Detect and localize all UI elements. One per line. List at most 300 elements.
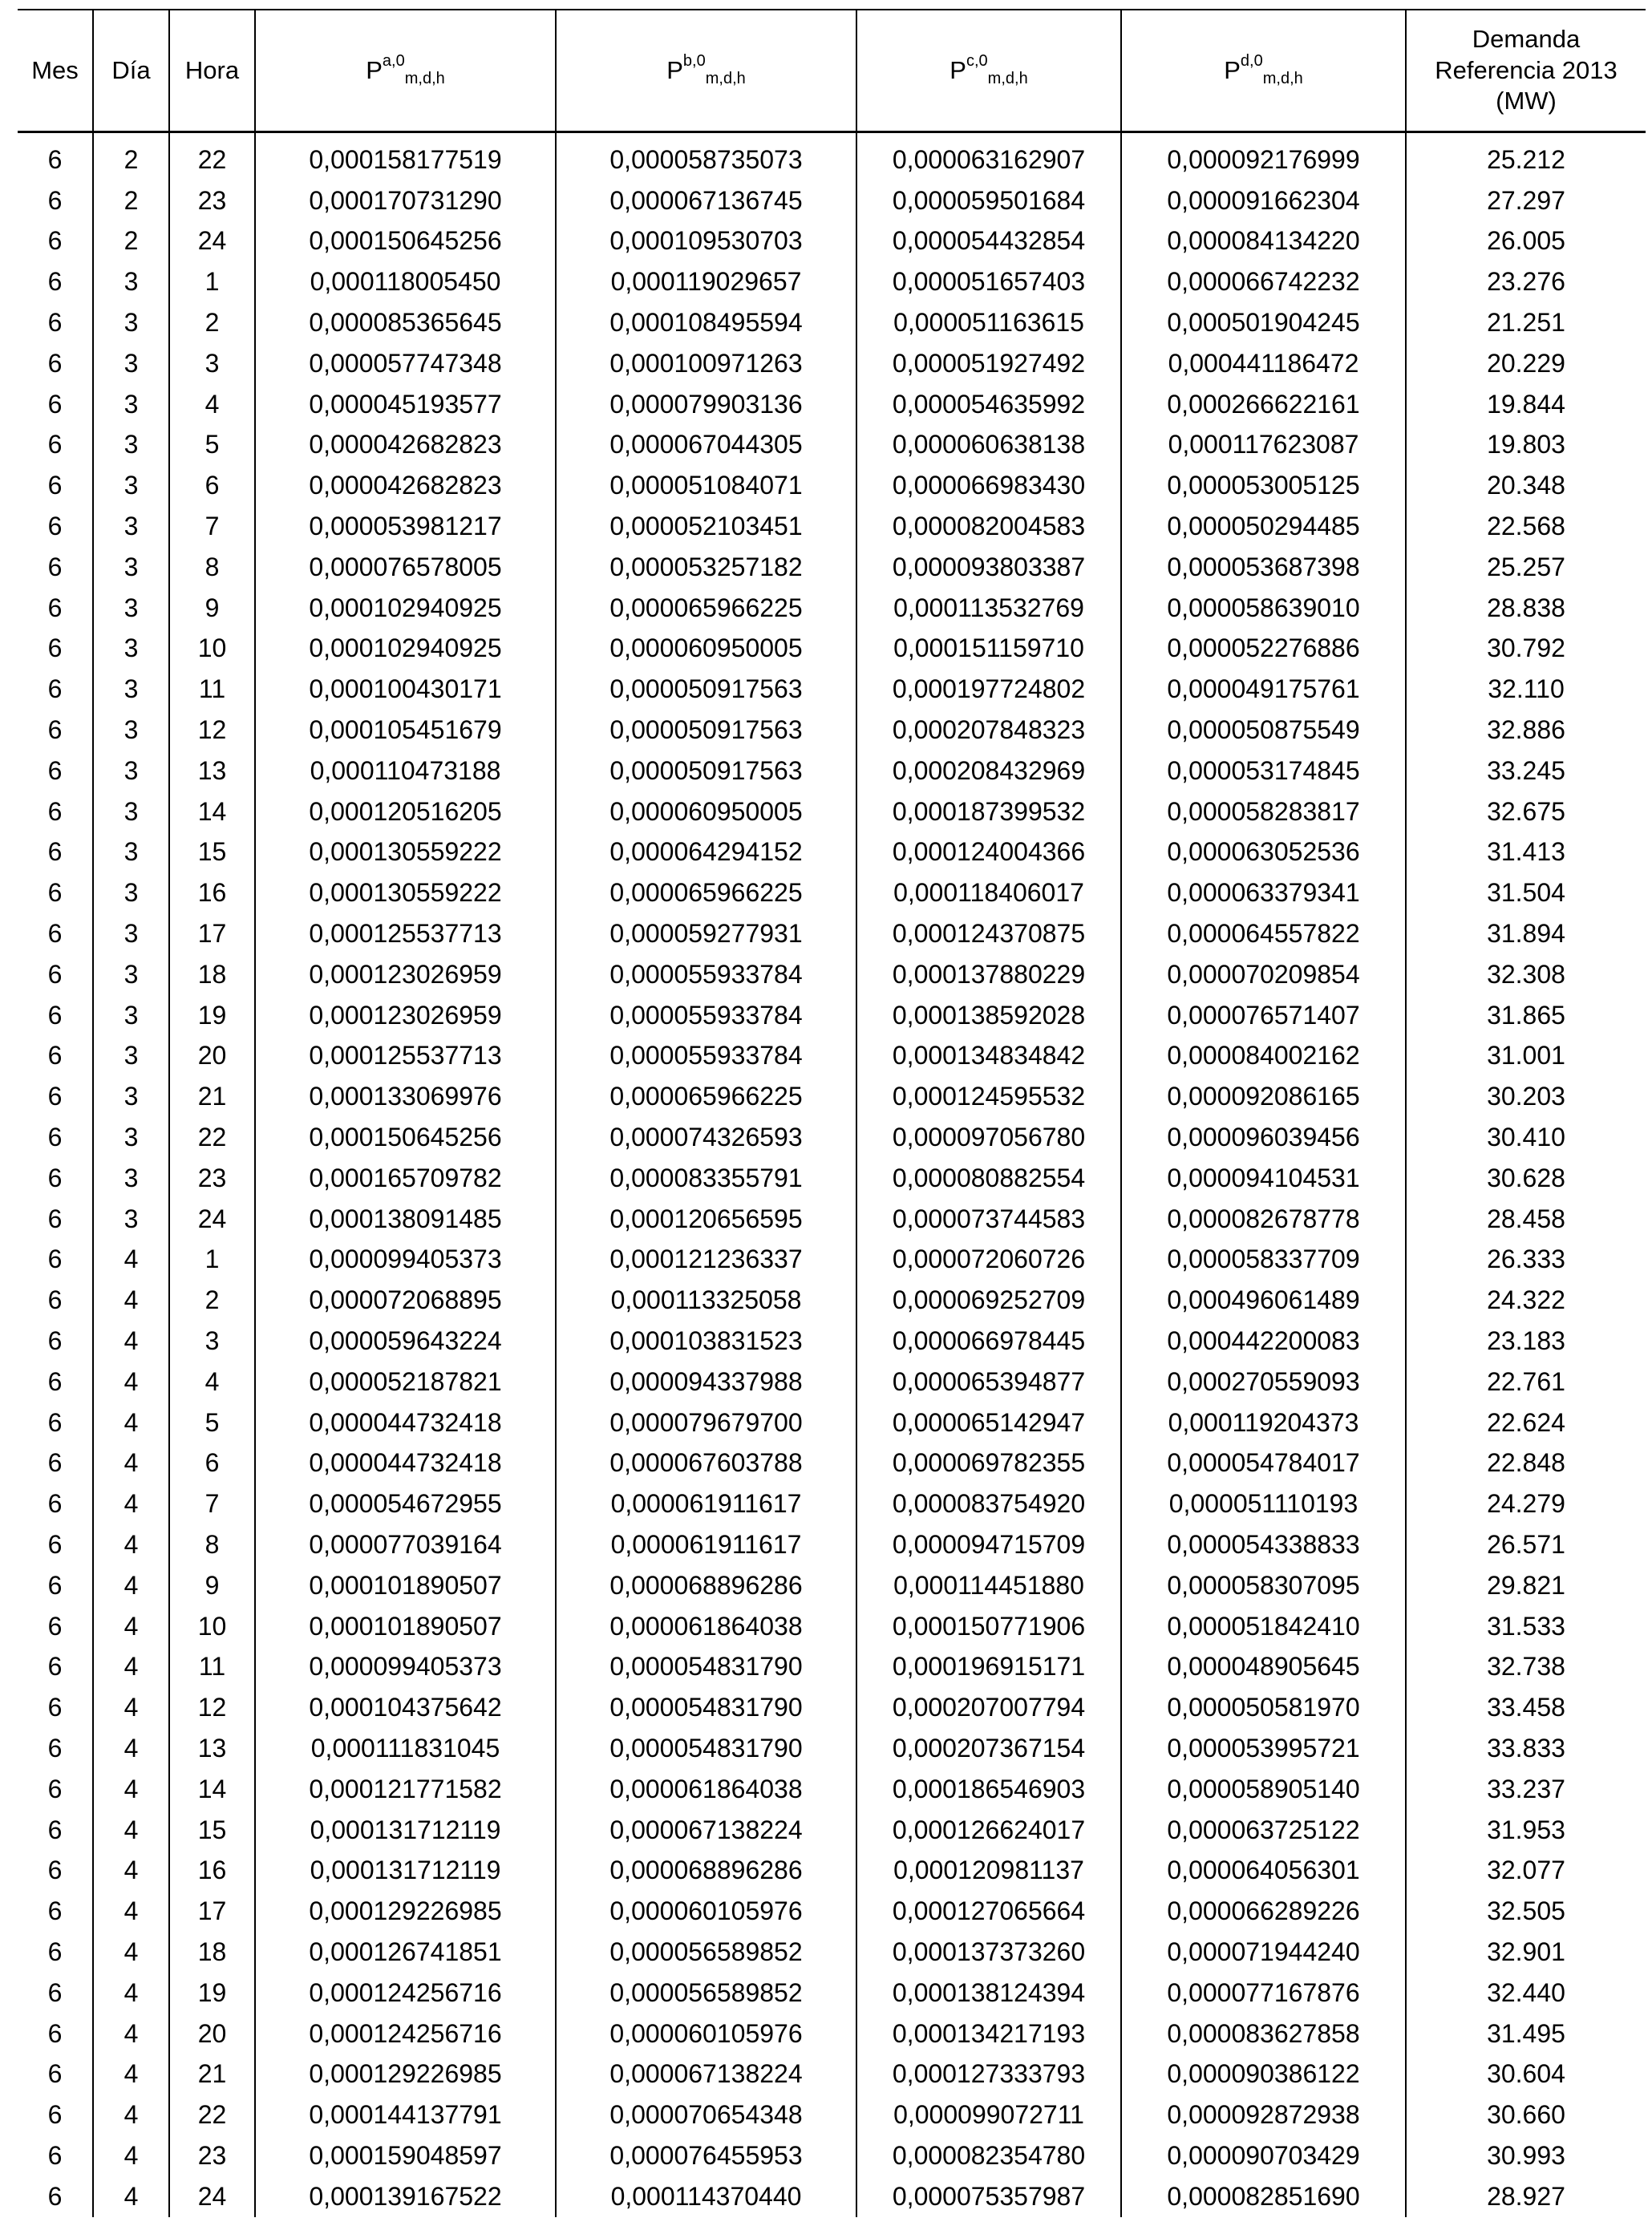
cell-pc: 0,000150771906 bbox=[856, 1606, 1121, 1647]
cell-mes: 6 bbox=[18, 547, 93, 588]
cell-dia: 3 bbox=[93, 629, 169, 670]
cell-pa: 0,000101890507 bbox=[255, 1565, 556, 1606]
cell-hora: 4 bbox=[169, 384, 255, 425]
cell-pd: 0,000064056301 bbox=[1121, 1850, 1406, 1891]
cell-pd: 0,000092872938 bbox=[1121, 2094, 1406, 2135]
col-header-dia: Día bbox=[93, 10, 169, 132]
cell-dia: 4 bbox=[93, 1321, 169, 1362]
cell-dia: 4 bbox=[93, 2054, 169, 2094]
cell-mes: 6 bbox=[18, 2014, 93, 2054]
cell-dia: 4 bbox=[93, 1769, 169, 1810]
cell-pc: 0,000124595532 bbox=[856, 1076, 1121, 1117]
cell-demanda: 24.322 bbox=[1406, 1280, 1646, 1321]
table-row bbox=[18, 1036, 1646, 1077]
cell-pd: 0,000053174845 bbox=[1121, 751, 1406, 791]
cell-mes: 6 bbox=[18, 2176, 93, 2217]
table-row bbox=[18, 506, 1646, 547]
cell-pa: 0,000102940925 bbox=[255, 629, 556, 670]
cell-pb: 0,000109530703 bbox=[556, 221, 856, 262]
cell-pd: 0,000091662304 bbox=[1121, 180, 1406, 221]
table-row bbox=[18, 1606, 1646, 1647]
cell-pa: 0,000099405373 bbox=[255, 1240, 556, 1281]
cell-mes: 6 bbox=[18, 1646, 93, 1687]
cell-pd: 0,000084134220 bbox=[1121, 221, 1406, 262]
cell-pc: 0,000054635992 bbox=[856, 384, 1121, 425]
cell-demanda: 30.203 bbox=[1406, 1076, 1646, 1117]
cell-pb: 0,000051084071 bbox=[556, 465, 856, 506]
cell-dia: 4 bbox=[93, 1280, 169, 1321]
demand-table bbox=[18, 9, 1646, 2217]
cell-hora: 3 bbox=[169, 1321, 255, 1362]
cell-pb: 0,000064294152 bbox=[556, 832, 856, 873]
cell-hora: 17 bbox=[169, 913, 255, 954]
cell-pb: 0,000065966225 bbox=[556, 872, 856, 913]
cell-demanda: 31.865 bbox=[1406, 995, 1646, 1036]
cell-dia: 3 bbox=[93, 872, 169, 913]
cell-pb: 0,000061864038 bbox=[556, 1769, 856, 1810]
cell-demanda: 31.001 bbox=[1406, 1036, 1646, 1077]
cell-demanda: 19.844 bbox=[1406, 384, 1646, 425]
cell-demanda: 25.212 bbox=[1406, 140, 1646, 180]
table-row bbox=[18, 343, 1646, 384]
cell-hora: 6 bbox=[169, 465, 255, 506]
cell-pd: 0,000501904245 bbox=[1121, 302, 1406, 343]
cell-hora: 19 bbox=[169, 995, 255, 1036]
cell-pb: 0,000056589852 bbox=[556, 1932, 856, 1973]
table-row bbox=[18, 2054, 1646, 2094]
cell-demanda: 32.901 bbox=[1406, 1932, 1646, 1973]
cell-pc: 0,000060638138 bbox=[856, 425, 1121, 466]
cell-mes: 6 bbox=[18, 1362, 93, 1402]
table-row bbox=[18, 1483, 1646, 1524]
cell-pc: 0,000207367154 bbox=[856, 1728, 1121, 1769]
cell-mes: 6 bbox=[18, 1199, 93, 1240]
cell-demanda: 20.229 bbox=[1406, 343, 1646, 384]
cell-demanda: 25.257 bbox=[1406, 547, 1646, 588]
table-row bbox=[18, 1646, 1646, 1687]
table-row bbox=[18, 1769, 1646, 1810]
table-row bbox=[18, 1199, 1646, 1240]
cell-pb: 0,000067138224 bbox=[556, 2054, 856, 2094]
table-row bbox=[18, 1402, 1646, 1443]
cell-demanda: 32.308 bbox=[1406, 954, 1646, 995]
cell-pb: 0,000083355791 bbox=[556, 1158, 856, 1199]
cell-demanda: 30.993 bbox=[1406, 2135, 1646, 2176]
cell-pb: 0,000053257182 bbox=[556, 547, 856, 588]
table-row bbox=[18, 465, 1646, 506]
cell-hora: 18 bbox=[169, 954, 255, 995]
cell-mes: 6 bbox=[18, 588, 93, 629]
cell-pc: 0,000097056780 bbox=[856, 1117, 1121, 1158]
cell-pc: 0,000069782355 bbox=[856, 1443, 1121, 1484]
cell-demanda: 22.568 bbox=[1406, 506, 1646, 547]
cell-demanda: 31.533 bbox=[1406, 1606, 1646, 1647]
cell-demanda: 21.251 bbox=[1406, 302, 1646, 343]
cell-hora: 8 bbox=[169, 1524, 255, 1565]
cell-dia: 4 bbox=[93, 2135, 169, 2176]
cell-dia: 4 bbox=[93, 1524, 169, 1565]
cell-demanda: 31.504 bbox=[1406, 872, 1646, 913]
cell-pc: 0,000138592028 bbox=[856, 995, 1121, 1036]
cell-hora: 17 bbox=[169, 1891, 255, 1932]
cell-demanda: 26.005 bbox=[1406, 221, 1646, 262]
cell-demanda: 30.628 bbox=[1406, 1158, 1646, 1199]
cell-pd: 0,000063052536 bbox=[1121, 832, 1406, 873]
cell-pc: 0,000093803387 bbox=[856, 547, 1121, 588]
cell-pc: 0,000072060726 bbox=[856, 1240, 1121, 1281]
cell-pd: 0,000058307095 bbox=[1121, 1565, 1406, 1606]
cell-demanda: 32.440 bbox=[1406, 1973, 1646, 2014]
cell-pc: 0,000094715709 bbox=[856, 1524, 1121, 1565]
table-header bbox=[18, 10, 1646, 132]
cell-hora: 8 bbox=[169, 547, 255, 588]
cell-pb: 0,000050917563 bbox=[556, 710, 856, 751]
cell-pd: 0,000090386122 bbox=[1121, 2054, 1406, 2094]
cell-hora: 14 bbox=[169, 791, 255, 832]
cell-pd: 0,000270559093 bbox=[1121, 1362, 1406, 1402]
cell-pb: 0,000055933784 bbox=[556, 954, 856, 995]
cell-hora: 7 bbox=[169, 1483, 255, 1524]
cell-pd: 0,000071944240 bbox=[1121, 1932, 1406, 1973]
cell-pc: 0,000124004366 bbox=[856, 832, 1121, 873]
cell-mes: 6 bbox=[18, 1524, 93, 1565]
cell-pa: 0,000159048597 bbox=[255, 2135, 556, 2176]
cell-hora: 20 bbox=[169, 2014, 255, 2054]
cell-pb: 0,000065966225 bbox=[556, 1076, 856, 1117]
cell-pc: 0,000208432969 bbox=[856, 751, 1121, 791]
cell-pb: 0,000060950005 bbox=[556, 629, 856, 670]
cell-dia: 4 bbox=[93, 1850, 169, 1891]
cell-pa: 0,000123026959 bbox=[255, 995, 556, 1036]
cell-pa: 0,000042682823 bbox=[255, 425, 556, 466]
cell-pb: 0,000119029657 bbox=[556, 261, 856, 302]
cell-pb: 0,000061864038 bbox=[556, 1606, 856, 1647]
cell-pd: 0,000090703429 bbox=[1121, 2135, 1406, 2176]
cell-dia: 4 bbox=[93, 1606, 169, 1647]
cell-pc: 0,000120981137 bbox=[856, 1850, 1121, 1891]
cell-dia: 3 bbox=[93, 1199, 169, 1240]
cell-pa: 0,000170731290 bbox=[255, 180, 556, 221]
data-table-sheet bbox=[18, 9, 1646, 2217]
cell-pb: 0,000094337988 bbox=[556, 1362, 856, 1402]
cell-pd: 0,000066742232 bbox=[1121, 261, 1406, 302]
cell-pa: 0,000057747348 bbox=[255, 343, 556, 384]
table-row bbox=[18, 1321, 1646, 1362]
cell-dia: 3 bbox=[93, 1076, 169, 1117]
cell-hora: 10 bbox=[169, 629, 255, 670]
cell-demanda: 32.675 bbox=[1406, 791, 1646, 832]
cell-hora: 15 bbox=[169, 832, 255, 873]
table-row bbox=[18, 1973, 1646, 2014]
cell-demanda: 30.410 bbox=[1406, 1117, 1646, 1158]
table-row bbox=[18, 1687, 1646, 1728]
cell-pc: 0,000197724802 bbox=[856, 669, 1121, 710]
cell-mes: 6 bbox=[18, 2054, 93, 2094]
cell-dia: 4 bbox=[93, 2094, 169, 2135]
cell-demanda: 32.886 bbox=[1406, 710, 1646, 751]
cell-demanda: 33.833 bbox=[1406, 1728, 1646, 1769]
cell-demanda: 28.838 bbox=[1406, 588, 1646, 629]
cell-hora: 23 bbox=[169, 2135, 255, 2176]
cell-pb: 0,000061911617 bbox=[556, 1483, 856, 1524]
cell-dia: 3 bbox=[93, 261, 169, 302]
cell-pa: 0,000044732418 bbox=[255, 1443, 556, 1484]
cell-dia: 4 bbox=[93, 1443, 169, 1484]
cell-pc: 0,000127333793 bbox=[856, 2054, 1121, 2094]
cell-pa: 0,000150645256 bbox=[255, 221, 556, 262]
cell-pa: 0,000099405373 bbox=[255, 1646, 556, 1687]
table-row bbox=[18, 588, 1646, 629]
table-row bbox=[18, 954, 1646, 995]
cell-mes: 6 bbox=[18, 1158, 93, 1199]
cell-hora: 21 bbox=[169, 1076, 255, 1117]
cell-mes: 6 bbox=[18, 1076, 93, 1117]
cell-dia: 3 bbox=[93, 669, 169, 710]
cell-pc: 0,000082354780 bbox=[856, 2135, 1121, 2176]
cell-demanda: 30.604 bbox=[1406, 2054, 1646, 2094]
cell-dia: 4 bbox=[93, 1646, 169, 1687]
cell-pd: 0,000058905140 bbox=[1121, 1769, 1406, 1810]
table-row bbox=[18, 384, 1646, 425]
cell-pc: 0,000134834842 bbox=[856, 1036, 1121, 1077]
cell-pc: 0,000054432854 bbox=[856, 221, 1121, 262]
cell-pa: 0,000052187821 bbox=[255, 1362, 556, 1402]
cell-mes: 6 bbox=[18, 506, 93, 547]
cell-mes: 6 bbox=[18, 465, 93, 506]
cell-hora: 6 bbox=[169, 1443, 255, 1484]
cell-mes: 6 bbox=[18, 791, 93, 832]
cell-mes: 6 bbox=[18, 669, 93, 710]
cell-mes: 6 bbox=[18, 180, 93, 221]
cell-hora: 5 bbox=[169, 425, 255, 466]
col-header-demanda: Demanda Referencia 2013 (MW) bbox=[1406, 10, 1646, 132]
cell-hora: 13 bbox=[169, 1728, 255, 1769]
cell-hora: 1 bbox=[169, 261, 255, 302]
cell-hora: 2 bbox=[169, 302, 255, 343]
cell-pd: 0,000049175761 bbox=[1121, 669, 1406, 710]
cell-pd: 0,000096039456 bbox=[1121, 1117, 1406, 1158]
cell-dia: 3 bbox=[93, 1117, 169, 1158]
cell-mes: 6 bbox=[18, 1402, 93, 1443]
cell-dia: 4 bbox=[93, 1973, 169, 2014]
cell-pc: 0,000126624017 bbox=[856, 1810, 1121, 1851]
cell-mes: 6 bbox=[18, 1565, 93, 1606]
cell-pd: 0,000066289226 bbox=[1121, 1891, 1406, 1932]
cell-pc: 0,000114451880 bbox=[856, 1565, 1121, 1606]
cell-pa: 0,000158177519 bbox=[255, 140, 556, 180]
table-row bbox=[18, 1076, 1646, 1117]
cell-hora: 9 bbox=[169, 588, 255, 629]
cell-pd: 0,000094104531 bbox=[1121, 1158, 1406, 1199]
cell-dia: 4 bbox=[93, 1240, 169, 1281]
cell-pb: 0,000067138224 bbox=[556, 1810, 856, 1851]
cell-pc: 0,000063162907 bbox=[856, 140, 1121, 180]
cell-hora: 4 bbox=[169, 1362, 255, 1402]
cell-pd: 0,000117623087 bbox=[1121, 425, 1406, 466]
cell-pb: 0,000079903136 bbox=[556, 384, 856, 425]
cell-dia: 4 bbox=[93, 1932, 169, 1973]
cell-hora: 24 bbox=[169, 221, 255, 262]
cell-mes: 6 bbox=[18, 1687, 93, 1728]
cell-pa: 0,000130559222 bbox=[255, 872, 556, 913]
cell-pa: 0,000144137791 bbox=[255, 2094, 556, 2135]
cell-hora: 2 bbox=[169, 1280, 255, 1321]
cell-hora: 24 bbox=[169, 1199, 255, 1240]
cell-dia: 4 bbox=[93, 1810, 169, 1851]
cell-mes: 6 bbox=[18, 1810, 93, 1851]
cell-pa: 0,000054672955 bbox=[255, 1483, 556, 1524]
cell-pd: 0,000054338833 bbox=[1121, 1524, 1406, 1565]
cell-pc: 0,000207848323 bbox=[856, 710, 1121, 751]
cell-mes: 6 bbox=[18, 1483, 93, 1524]
cell-hora: 22 bbox=[169, 1117, 255, 1158]
cell-pd: 0,000052276886 bbox=[1121, 629, 1406, 670]
cell-mes: 6 bbox=[18, 751, 93, 791]
cell-pb: 0,000050917563 bbox=[556, 751, 856, 791]
cell-pc: 0,000051163615 bbox=[856, 302, 1121, 343]
cell-pd: 0,000058283817 bbox=[1121, 791, 1406, 832]
cell-hora: 7 bbox=[169, 506, 255, 547]
table-row bbox=[18, 1565, 1646, 1606]
cell-hora: 10 bbox=[169, 1606, 255, 1647]
cell-pc: 0,000066978445 bbox=[856, 1321, 1121, 1362]
cell-pa: 0,000120516205 bbox=[255, 791, 556, 832]
cell-pd: 0,000050294485 bbox=[1121, 506, 1406, 547]
cell-dia: 3 bbox=[93, 832, 169, 873]
cell-dia: 3 bbox=[93, 302, 169, 343]
cell-hora: 12 bbox=[169, 1687, 255, 1728]
cell-dia: 3 bbox=[93, 384, 169, 425]
cell-demanda: 22.848 bbox=[1406, 1443, 1646, 1484]
cell-pc: 0,000083754920 bbox=[856, 1483, 1121, 1524]
cell-dia: 2 bbox=[93, 140, 169, 180]
cell-hora: 20 bbox=[169, 1036, 255, 1077]
cell-pd: 0,000496061489 bbox=[1121, 1280, 1406, 1321]
cell-dia: 4 bbox=[93, 1565, 169, 1606]
cell-pb: 0,000120656595 bbox=[556, 1199, 856, 1240]
table-row bbox=[18, 547, 1646, 588]
cell-mes: 6 bbox=[18, 140, 93, 180]
cell-pb: 0,000054831790 bbox=[556, 1728, 856, 1769]
table-row bbox=[18, 425, 1646, 466]
cell-hora: 24 bbox=[169, 2176, 255, 2217]
cell-pa: 0,000124256716 bbox=[255, 2014, 556, 2054]
cell-pd: 0,000051110193 bbox=[1121, 1483, 1406, 1524]
cell-pb: 0,000079679700 bbox=[556, 1402, 856, 1443]
cell-demanda: 29.821 bbox=[1406, 1565, 1646, 1606]
spacer-row bbox=[18, 132, 1646, 140]
cell-pd: 0,000050581970 bbox=[1121, 1687, 1406, 1728]
cell-dia: 4 bbox=[93, 1687, 169, 1728]
cell-demanda: 26.333 bbox=[1406, 1240, 1646, 1281]
cell-dia: 4 bbox=[93, 1728, 169, 1769]
cell-pa: 0,000104375642 bbox=[255, 1687, 556, 1728]
cell-pd: 0,000063725122 bbox=[1121, 1810, 1406, 1851]
cell-pd: 0,000058639010 bbox=[1121, 588, 1406, 629]
cell-mes: 6 bbox=[18, 1850, 93, 1891]
cell-pb: 0,000067603788 bbox=[556, 1443, 856, 1484]
table-row bbox=[18, 1524, 1646, 1565]
cell-demanda: 20.348 bbox=[1406, 465, 1646, 506]
cell-mes: 6 bbox=[18, 1240, 93, 1281]
cell-pa: 0,000138091485 bbox=[255, 1199, 556, 1240]
cell-pb: 0,000067136745 bbox=[556, 180, 856, 221]
cell-pa: 0,000101890507 bbox=[255, 1606, 556, 1647]
cell-pc: 0,000124370875 bbox=[856, 913, 1121, 954]
cell-mes: 6 bbox=[18, 261, 93, 302]
cell-demanda: 32.077 bbox=[1406, 1850, 1646, 1891]
cell-pb: 0,000068896286 bbox=[556, 1565, 856, 1606]
cell-hora: 12 bbox=[169, 710, 255, 751]
cell-dia: 3 bbox=[93, 588, 169, 629]
cell-hora: 5 bbox=[169, 1402, 255, 1443]
cell-hora: 21 bbox=[169, 2054, 255, 2094]
cell-dia: 3 bbox=[93, 465, 169, 506]
cell-hora: 13 bbox=[169, 751, 255, 791]
cell-pa: 0,000131712119 bbox=[255, 1810, 556, 1851]
cell-demanda: 28.927 bbox=[1406, 2176, 1646, 2217]
cell-mes: 6 bbox=[18, 629, 93, 670]
cell-pd: 0,000082678778 bbox=[1121, 1199, 1406, 1240]
cell-pd: 0,000442200083 bbox=[1121, 1321, 1406, 1362]
cell-hora: 15 bbox=[169, 1810, 255, 1851]
cell-pb: 0,000113325058 bbox=[556, 1280, 856, 1321]
cell-pd: 0,000441186472 bbox=[1121, 343, 1406, 384]
cell-pb: 0,000055933784 bbox=[556, 995, 856, 1036]
cell-dia: 3 bbox=[93, 995, 169, 1036]
cell-pd: 0,000058337709 bbox=[1121, 1240, 1406, 1281]
table-row bbox=[18, 221, 1646, 262]
cell-pc: 0,000113532769 bbox=[856, 588, 1121, 629]
cell-pb: 0,000108495594 bbox=[556, 302, 856, 343]
cell-dia: 4 bbox=[93, 1402, 169, 1443]
cell-pd: 0,000092086165 bbox=[1121, 1076, 1406, 1117]
cell-pa: 0,000124256716 bbox=[255, 1973, 556, 2014]
cell-dia: 3 bbox=[93, 1158, 169, 1199]
cell-pa: 0,000131712119 bbox=[255, 1850, 556, 1891]
cell-demanda: 31.894 bbox=[1406, 913, 1646, 954]
cell-pc: 0,000134217193 bbox=[856, 2014, 1121, 2054]
cell-pc: 0,000187399532 bbox=[856, 791, 1121, 832]
cell-dia: 4 bbox=[93, 1362, 169, 1402]
cell-mes: 6 bbox=[18, 221, 93, 262]
cell-pd: 0,000054784017 bbox=[1121, 1443, 1406, 1484]
table-row bbox=[18, 872, 1646, 913]
cell-demanda: 30.792 bbox=[1406, 629, 1646, 670]
table-row bbox=[18, 261, 1646, 302]
table-row bbox=[18, 669, 1646, 710]
cell-pb: 0,000050917563 bbox=[556, 669, 856, 710]
cell-pa: 0,000133069976 bbox=[255, 1076, 556, 1117]
cell-mes: 6 bbox=[18, 1036, 93, 1077]
cell-pd: 0,000077167876 bbox=[1121, 1973, 1406, 2014]
cell-pb: 0,000054831790 bbox=[556, 1646, 856, 1687]
cell-hora: 1 bbox=[169, 1240, 255, 1281]
col-header-pd: P$^{d,0}_{m,d,h}$ bbox=[1121, 10, 1406, 132]
cell-dia: 2 bbox=[93, 221, 169, 262]
table-row bbox=[18, 302, 1646, 343]
cell-demanda: 19.803 bbox=[1406, 425, 1646, 466]
cell-pd: 0,000063379341 bbox=[1121, 872, 1406, 913]
table-row bbox=[18, 2014, 1646, 2054]
cell-mes: 6 bbox=[18, 1280, 93, 1321]
cell-pa: 0,000102940925 bbox=[255, 588, 556, 629]
cell-mes: 6 bbox=[18, 1891, 93, 1932]
cell-pa: 0,000072068895 bbox=[255, 1280, 556, 1321]
cell-pa: 0,000105451679 bbox=[255, 710, 556, 751]
cell-hora: 16 bbox=[169, 1850, 255, 1891]
cell-pc: 0,000051657403 bbox=[856, 261, 1121, 302]
